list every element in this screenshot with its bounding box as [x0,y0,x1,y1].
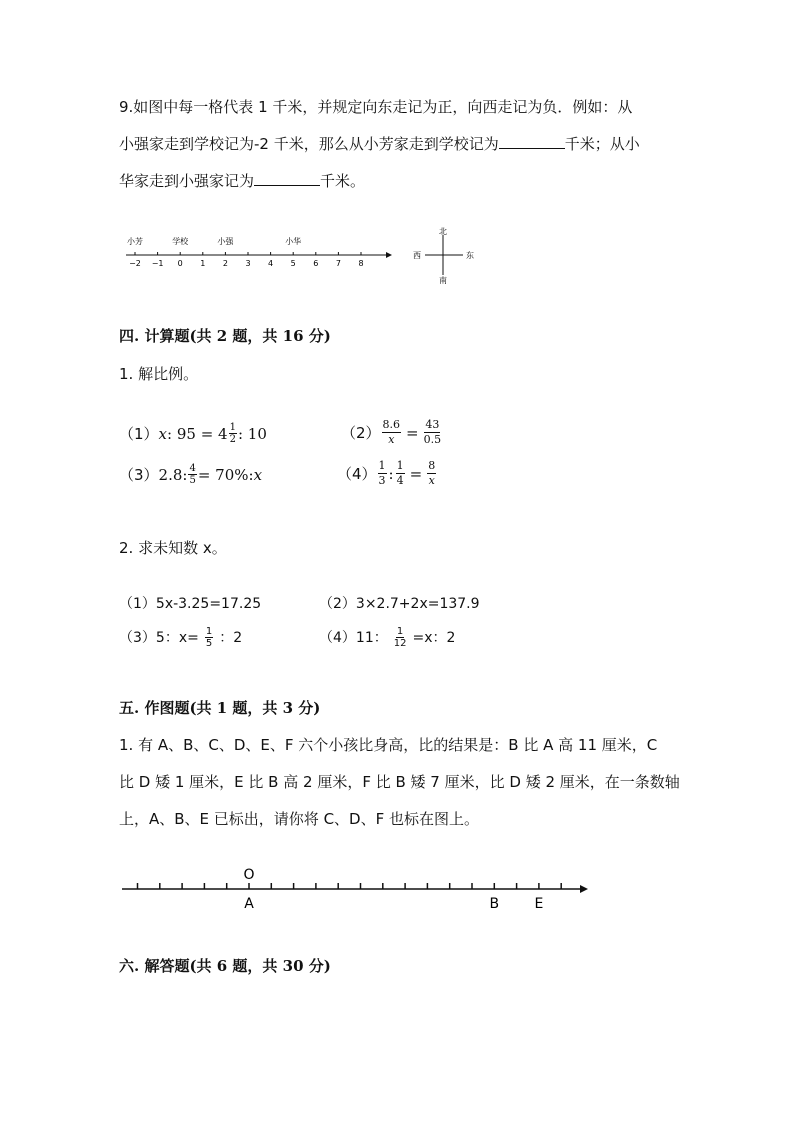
q9-place-label: 小强 [217,237,234,246]
s5-axis-arrow-icon [580,885,588,893]
fraction-den: 4 [396,474,404,487]
section-4-title: 四. 计算题(共 2 题，共 16 分) [119,327,331,345]
compass [406,224,480,286]
s4-q2-item-1: （1）5x-3.25=17.25 [119,596,262,612]
fraction [205,626,213,649]
s5-ticks [138,883,562,889]
q9-tick-label: 3 [245,259,251,268]
answer-blank-2[interactable] [254,171,320,186]
answer-blank-1[interactable] [499,134,565,149]
s5-point-labels [244,896,543,912]
math-equals: = [406,423,419,442]
s4-q1-item-2 [341,418,442,447]
compass-north: 北 [439,227,447,236]
q9-tick-label: −2 [129,259,141,268]
fraction [394,626,407,649]
fraction-num: 1 [378,459,386,472]
fraction [188,463,196,486]
compass-west: 西 [413,251,421,260]
math-expr: ：2 [219,629,243,646]
s4-q1-item-4 [337,459,437,488]
q9-line-3 [119,171,365,191]
q9-place-label: 小芳 [127,237,143,246]
q9-tick-label: 2 [222,259,228,268]
s4-q2-title: 2. 求未知数 x。 [119,539,227,557]
q9-place-label: 小华 [285,237,302,246]
section-5-title: 五. 作图题(共 1 题，共 3 分) [119,699,321,717]
math-expr: =x：2 [412,629,456,646]
fraction [229,422,237,445]
s4-q1-item-3 [119,463,262,486]
fraction-den: 0.5 [423,433,442,446]
section-6-title: 六. 解答题(共 6 题，共 30 分) [119,957,331,975]
s5-line-2: 比 D 矮 1 厘米，E 比 B 高 2 厘米，F 比 B 矮 7 厘米，比 D 矮 2 厘米，在一条数轴 [119,773,680,791]
fraction-num: 1 [229,422,236,433]
math-expr: : 10 [237,424,267,443]
fraction-num: 1 [205,626,213,637]
fraction [396,459,405,488]
fraction [427,459,436,488]
fraction [378,459,387,488]
fraction-num: 4 [189,463,196,474]
math-expr: （4）11： [319,629,388,646]
fraction-num: 43 [425,418,440,431]
s5-origin-label: O [243,867,255,883]
fraction [382,418,402,447]
s5-point-label: B [489,896,500,912]
q9-tick-label: 5 [290,259,296,268]
q9-tick-label: −1 [151,259,164,268]
q9-axis-arrow-icon [386,252,392,258]
q9-line-3-b: 千米。 [320,172,366,190]
math-x: x [253,465,263,484]
q9-line-1: 9.如图中每一格代表 1 千米，并规定向东走记为正，向西走记为负．例如：从 [119,98,633,116]
fraction-num: 1 [396,459,404,472]
s5-line-1: 1. 有 A、B、C、D、E、F 六个小孩比身高，比的结果是：B 比 A 高 11 厘米，C [119,736,658,754]
q9-tick-label: 7 [335,259,341,268]
math-expr: = 70%: [197,465,254,484]
fraction-den: x [388,433,395,446]
s4-q1-title: 1. 解比例。 [119,365,199,383]
q9-tick-label: 6 [313,259,319,268]
q9-line-3-a: 华家走到小强家记为 [119,172,255,190]
q9-tick-label: 8 [358,259,364,268]
fraction-num: 8 [428,459,436,472]
math-expr: （3）5：x= [119,629,199,646]
s4-q2-item-4 [319,626,455,649]
q9-tick-label: 4 [268,259,274,268]
q9-line-2 [119,134,640,154]
s4-q1-item-1 [119,422,267,445]
q9-ticks [129,252,363,268]
q9-tick-label: 1 [200,259,206,268]
math-colon: : [388,464,394,483]
math-expr: 2.8: [158,465,188,484]
s5-line-3: 上，A、B、E 已标出，请你将 C、D、F 也标在图上。 [119,810,479,828]
fraction-den: 12 [393,638,407,649]
s4-q2-item-2: （2）3×2.7+2x=137.9 [319,596,480,612]
fraction-den: 3 [378,474,386,487]
fraction-den: x [428,474,435,487]
q9-place-label: 学校 [172,237,189,246]
item-label: （2） [341,423,381,442]
s4-q2-item-3 [119,626,242,649]
s5-point-label: E [534,896,544,912]
q9-line-2-b: 千米；从小 [564,135,640,153]
fraction [424,418,442,447]
compass-east: 东 [466,251,474,260]
item-label: （1） [119,424,159,443]
item-label: （4） [337,464,377,483]
item-label: （3） [119,465,159,484]
fraction-den: 5 [189,475,196,486]
math-x: x [158,424,168,443]
compass-south: 南 [439,276,447,285]
s5-number-axis[interactable] [118,862,598,914]
math-equals: = [409,464,423,483]
math-expr: : 95 = 4 [167,424,228,443]
q9-tick-label: 0 [177,259,183,268]
s5-point-label: A [244,896,254,912]
q9-number-line [120,232,400,276]
fraction-num: 8.6 [382,418,401,431]
fraction-den: 5 [205,638,213,649]
q9-place-labels [127,236,301,246]
q9-line-2-a: 小强家走到学校记为-2 千米，那么从小芳家走到学校记为 [119,135,499,153]
fraction-num: 1 [396,626,404,637]
fraction-den: 2 [229,434,236,445]
